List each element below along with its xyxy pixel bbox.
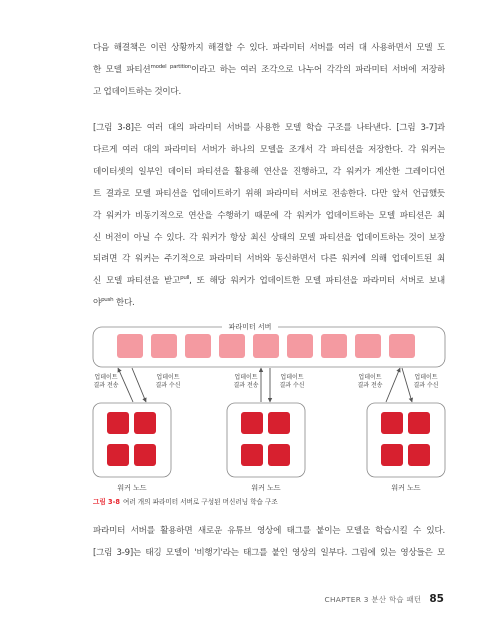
arrow-label-receive: 업데이트 <box>156 374 180 381</box>
paragraph-line: 트 결과로 모델 파티션을 업데이트하기 위해 파라미터 서버로 전송한다. 다만 앞서 언급했듯 <box>93 188 445 199</box>
paragraph-line: 다르게 여러 대의 파라미터 서버가 하나의 모델을 조개서 각 파티션을 저장한다. 각 워커는 <box>93 144 445 155</box>
chapter-title: CHAPTER 3 분산 학습 패턴 <box>324 595 422 604</box>
server-partition-block <box>287 334 313 358</box>
worker-block <box>381 444 403 466</box>
worker-block <box>241 412 263 434</box>
paragraph-line: 신 버전이 아닐 수 있다. 각 워커가 항상 최신 상태의 모델 파티션을 업데이트하는 것이 보장 <box>93 232 445 243</box>
server-partition-block <box>185 334 211 358</box>
worker-label: 워커 노드 <box>117 484 147 492</box>
worker-block <box>107 412 129 434</box>
arrow-label-send: 업데이트 <box>234 374 258 381</box>
server-partition-block <box>389 334 415 358</box>
arrow-label-send: 결과 전송 <box>357 382 383 389</box>
arrow-label-send: 업데이트 <box>94 374 118 381</box>
worker-node <box>93 403 171 492</box>
server-label: 파라미터 서버 <box>228 323 272 331</box>
worker-block <box>408 444 430 466</box>
worker-panel <box>367 403 445 477</box>
server-partitions <box>117 334 415 358</box>
page-number: 85 <box>429 593 444 605</box>
server-partition-block <box>219 334 245 358</box>
footnote-term: pull <box>180 275 190 282</box>
worker-label: 워커 노드 <box>251 484 281 492</box>
arrow-label-receive: 업데이트 <box>414 374 438 381</box>
arrow-label-receive: 결과 수신 <box>413 382 439 389</box>
paragraph-line: 야$^{push}$ 한다. <box>93 297 135 309</box>
footnote-term: model partition <box>150 63 192 70</box>
worker-block <box>268 444 290 466</box>
send-arrow <box>118 368 133 402</box>
server-partition-block <box>321 334 347 358</box>
receive-arrow <box>132 368 146 402</box>
receive-arrow <box>402 368 412 402</box>
paragraph-line: 한 모델 파티션$^{model partition}$이라고 하는 여러 조각으로 나누어 각각의 파라미터 서버에 저장하 <box>93 63 445 75</box>
worker-label: 워커 노드 <box>391 484 421 492</box>
paragraph-line: 다음 해결책은 이런 상황까지 해결할 수 있다. 파라미터 서버를 여러 대 사용하면서 모델 도 <box>93 43 445 53</box>
paragraph-line: 신 모델 파티션을 받고$^{pull}$, 또 해당 워커가 업데이트한 모델 파티션을 파라미터 서버로 보내 <box>93 275 445 287</box>
worker-block <box>107 444 129 466</box>
arrow-label-send: 업데이트 <box>358 374 382 381</box>
worker-block <box>268 412 290 434</box>
worker-block <box>134 412 156 434</box>
server-partition-block <box>355 334 381 358</box>
worker-node <box>367 403 445 492</box>
paragraph-line: 고 업데이트하는 것이다. <box>93 86 181 97</box>
page-footer <box>324 593 444 605</box>
arrow-label-send: 결과 전송 <box>93 382 119 389</box>
worker-block <box>381 412 403 434</box>
worker-block <box>241 444 263 466</box>
paragraph-line: 각 워커가 비동기적으로 연산을 수행하기 때문에 각 워커가 업데이트하는 모델 파티션은 최 <box>93 210 445 221</box>
send-arrow <box>386 368 400 402</box>
worker-panel <box>227 403 305 477</box>
paragraph-line: 데이터셋의 일부인 데이터 파티션을 활용해 연산을 진행하고, 각 워커가 계산한 그레이디언 <box>93 166 445 177</box>
paragraph-line: 파라미터 서버를 활용하면 새로운 유튜브 영상에 태그를 붙이는 모델을 학습시킬 수 있다. <box>93 526 445 536</box>
figure-caption <box>93 496 278 506</box>
footnote-term: push <box>101 297 114 304</box>
server-partition-block <box>117 334 143 358</box>
worker-block <box>134 444 156 466</box>
worker-node <box>227 403 305 492</box>
server-partition-block <box>151 334 177 358</box>
worker-block <box>408 412 430 434</box>
arrow-label-receive: 결과 수신 <box>279 382 305 389</box>
server-partition-block <box>253 334 279 358</box>
figure-caption-text: 여러 개의 파라미터 서버로 구성된 머신러닝 학습 구조 <box>122 498 278 506</box>
worker-panel <box>93 403 171 477</box>
arrow-label-send: 결과 전송 <box>233 382 259 389</box>
paragraph-line: 되려면 각 워커는 주기적으로 파라미터 서버와 동신하면서 다른 워커에 의해 업데이트된 최 <box>93 254 445 265</box>
paragraph-line: [그림 3-9]는 태깅 모델이 '비행기'라는 태그를 붙인 영상의 일부다. 그림에 있는 영상들은 모 <box>93 547 445 558</box>
figure-number: 그림 3-8 <box>93 498 120 506</box>
arrow-label-receive: 결과 수신 <box>155 382 181 389</box>
paragraph-line: [그림 3-8]은 여러 대의 파라미터 서버를 사용한 모델 학습 구조를 나타낸다. [그림 3-7]과 <box>93 123 445 133</box>
arrow-label-receive: 업데이트 <box>280 374 304 381</box>
paragraph-3 <box>93 521 445 565</box>
